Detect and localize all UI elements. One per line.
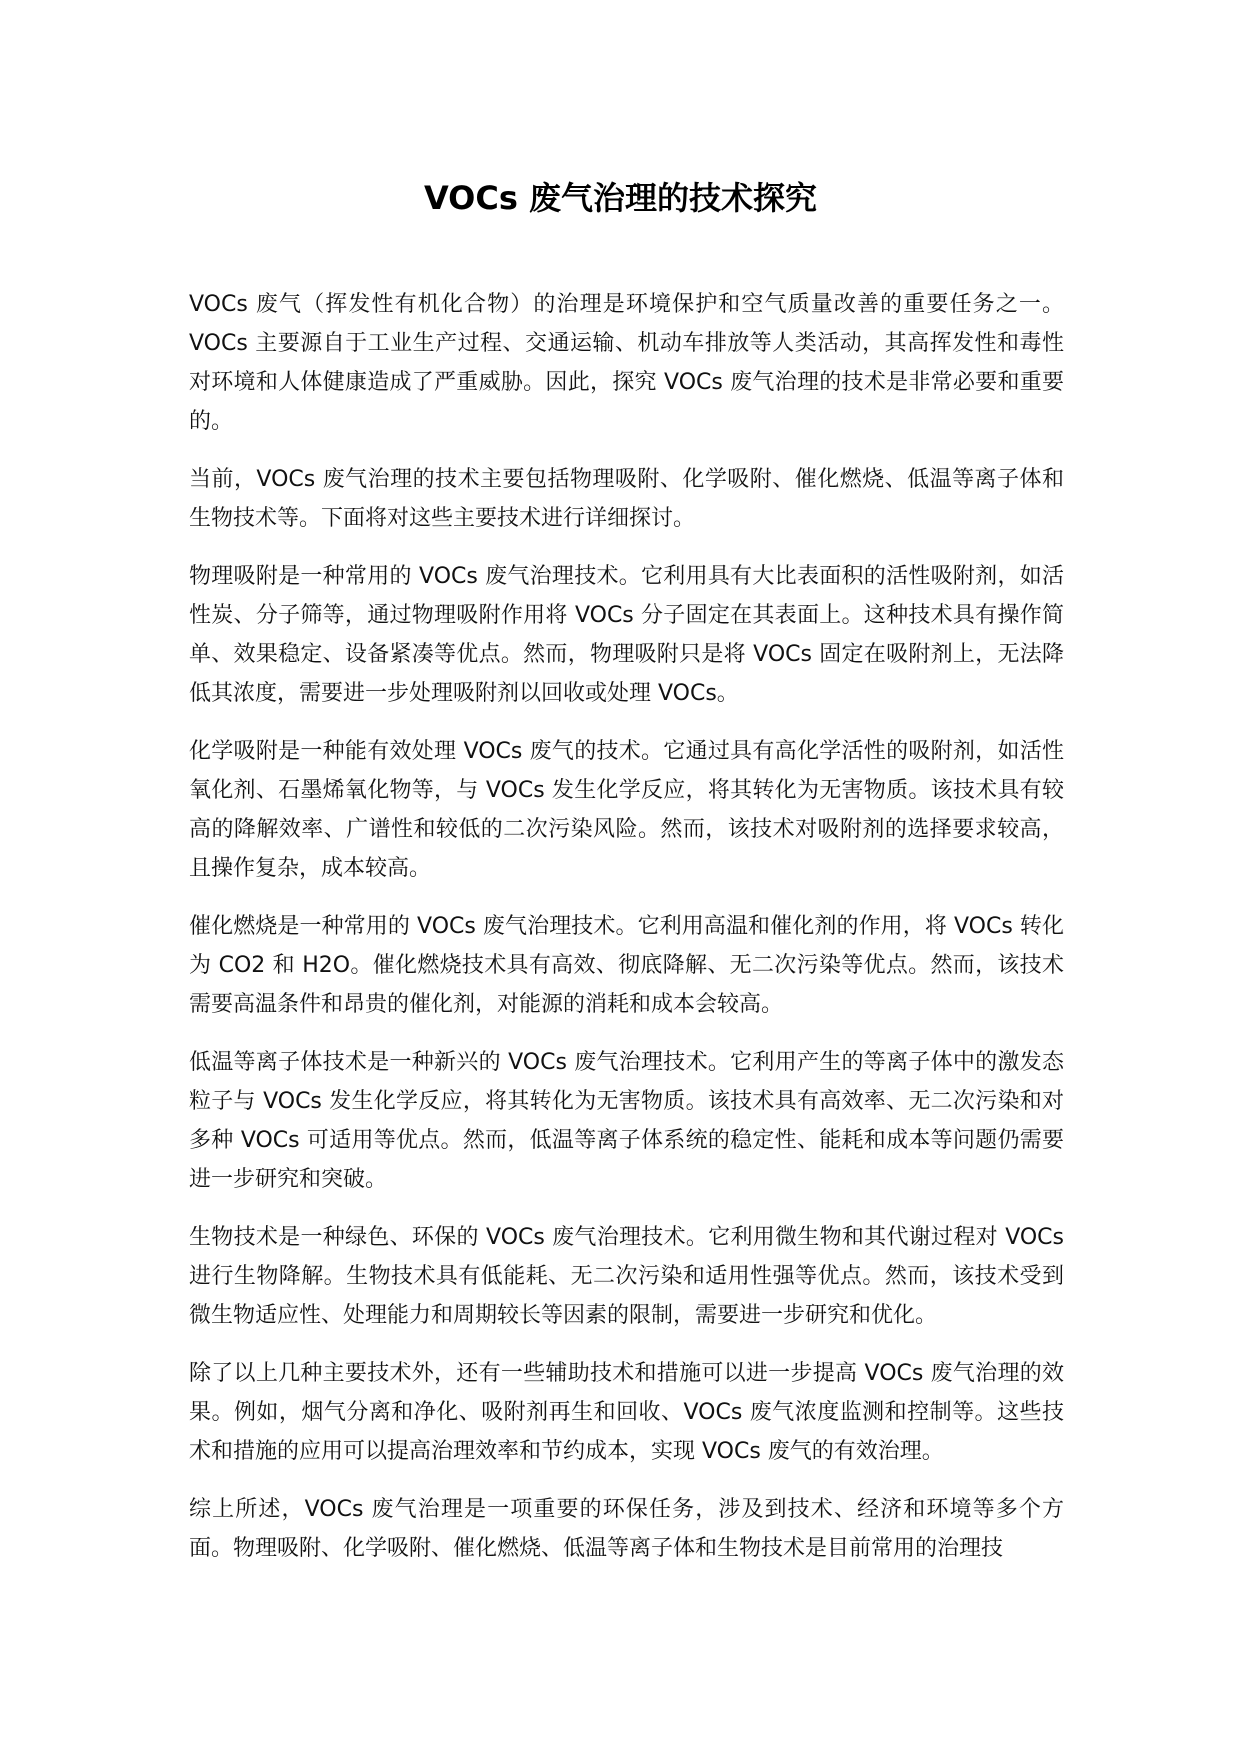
paragraph-conclusion: 综上所述，VOCs 废气治理是一项重要的环保任务，涉及到技术、经济和环境等多个方面。物理吸附、化学吸附、催化燃烧、低温等离子体和生物技术是目前常用的治理技 [189,1497,1064,1561]
document-body [189,285,1064,1587]
paragraph-biotechnology: 生物技术是一种绿色、环保的 VOCs 废气治理技术。它利用微生物和其代谢过程对 VOCs 进行生物降解。生物技术具有低能耗、无二次污染和适用性强等优点。然而，该技术受到微生物适应性、处理能力和周期较长等因素的限制，需要进一步研究和优化。 [189,1225,1064,1328]
paragraph-overview: 当前，VOCs 废气治理的技术主要包括物理吸附、化学吸附、催化燃烧、低温等离子体和生物技术等。下面将对这些主要技术进行详细探讨。 [189,467,1064,531]
paragraph-physical-adsorption: 物理吸附是一种常用的 VOCs 废气治理技术。它利用具有大比表面积的活性吸附剂，如活性炭、分子筛等，通过物理吸附作用将 VOCs 分子固定在其表面上。这种技术具有操作简单、效果稳定、设备紧凑等优点。然而，物理吸附只是将 VOCs 固定在吸附剂上，无法降低其浓度，需要进一步处理吸附剂以回收或处理 VOCs。 [189,564,1064,706]
paragraph-intro: VOCs 废气（挥发性有机化合物）的治理是环境保护和空气质量改善的重要任务之一。VOCs 主要源自于工业生产过程、交通运输、机动车排放等人类活动，其高挥发性和毒性对环境和人体健康造成了严重威胁。因此，探究 VOCs 废气治理的技术是非常必要和重要的。 [189,292,1064,434]
paragraph-low-temperature-plasma: 低温等离子体技术是一种新兴的 VOCs 废气治理技术。它利用产生的等离子体中的激发态粒子与 VOCs 发生化学反应，将其转化为无害物质。该技术具有高效率、无二次污染和对多种 VOCs 可适用等优点。然而，低温等离子体系统的稳定性、能耗和成本等问题仍需要进一步研究和突破。 [189,1050,1064,1192]
paragraph-auxiliary-techniques: 除了以上几种主要技术外，还有一些辅助技术和措施可以进一步提高 VOCs 废气治理的效果。例如，烟气分离和净化、吸附剂再生和回收、VOCs 废气浓度监测和控制等。这些技术和措施的应用可以提高治理效率和节约成本，实现 VOCs 废气的有效治理。 [189,1361,1064,1464]
paragraph-chemical-adsorption: 化学吸附是一种能有效处理 VOCs 废气的技术。它通过具有高化学活性的吸附剂，如活性氧化剂、石墨烯氧化物等，与 VOCs 发生化学反应，将其转化为无害物质。该技术具有较高的降解效率、广谱性和较低的二次污染风险。然而，该技术对吸附剂的选择要求较高，且操作复杂，成本较高。 [189,739,1064,881]
document-title: VOCs 废气治理的技术探究 [423,179,818,217]
paragraph-catalytic-combustion: 催化燃烧是一种常用的 VOCs 废气治理技术。它利用高温和催化剂的作用，将 VOCs 转化为 CO2 和 H2O。催化燃烧技术具有高效、彻底降解、无二次污染等优点。然而，该技术需要高温条件和昂贵的催化剂，对能源的消耗和成本会较高。 [189,914,1064,1017]
